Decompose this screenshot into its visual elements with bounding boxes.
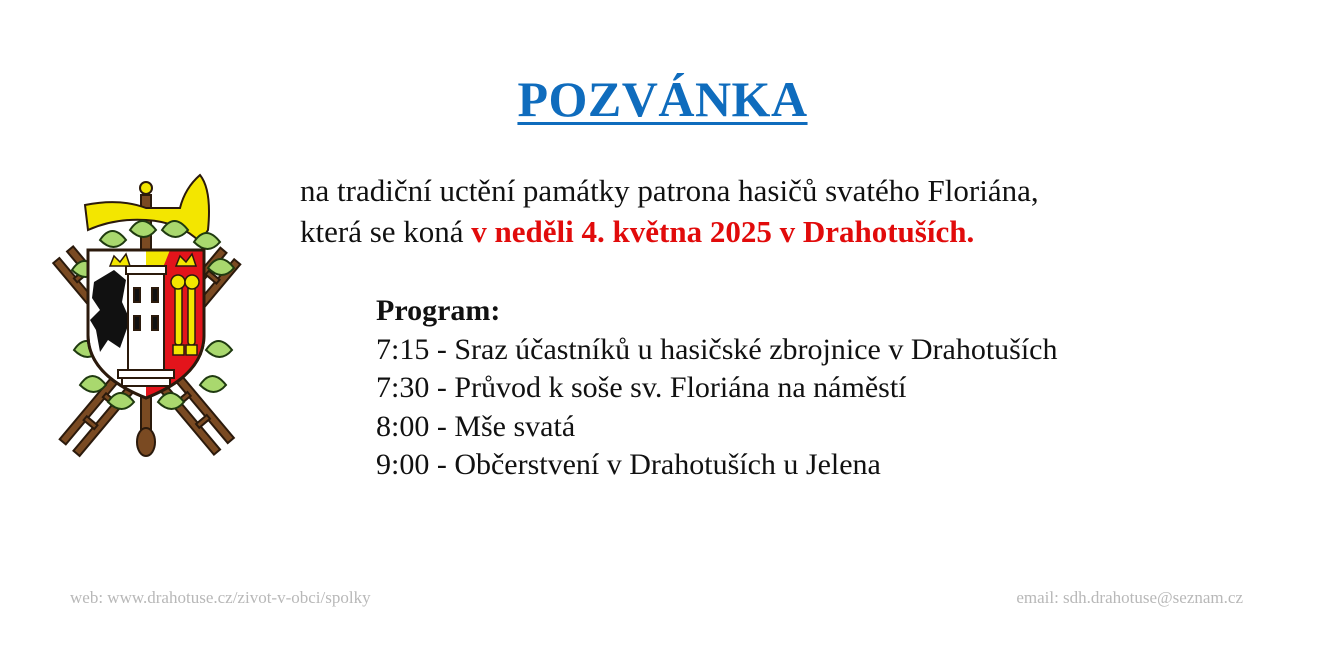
invitation-intro [300,170,1300,252]
intro-line-2-prefix: která se koná [300,214,472,249]
intro-line-1: na tradiční uctění památky patrona hasičů svatého Floriána, [300,173,1039,208]
program-item: 7:30 - Průvod k soše sv. Floriána na náměstí [376,371,907,404]
intro-line-2 [300,211,1300,252]
footer-web-link[interactable]: web: www.drahotuse.cz/zivot-v-obci/spolky [70,588,371,607]
program-item: 8:00 - Mše svatá [376,409,576,443]
program-heading: Program: [376,294,501,327]
coat-of-arms-icon [88,250,204,398]
program-item: 7:15 - Sraz účastníků u hasičské zbrojnice v Drahotuších [376,332,1058,366]
program-section [376,292,1276,485]
page-title: POZVÁNKA [517,71,808,127]
event-date-location: v neděli 4. května 2025 v Drahotuších. [471,214,975,249]
fire-brigade-emblem-icon [30,170,262,460]
program-item: 9:00 - Občerstvení v Drahotuších u Jelena [376,448,881,481]
footer-email-link[interactable]: email: sdh.drahotuse@seznam.cz [1016,588,1243,607]
